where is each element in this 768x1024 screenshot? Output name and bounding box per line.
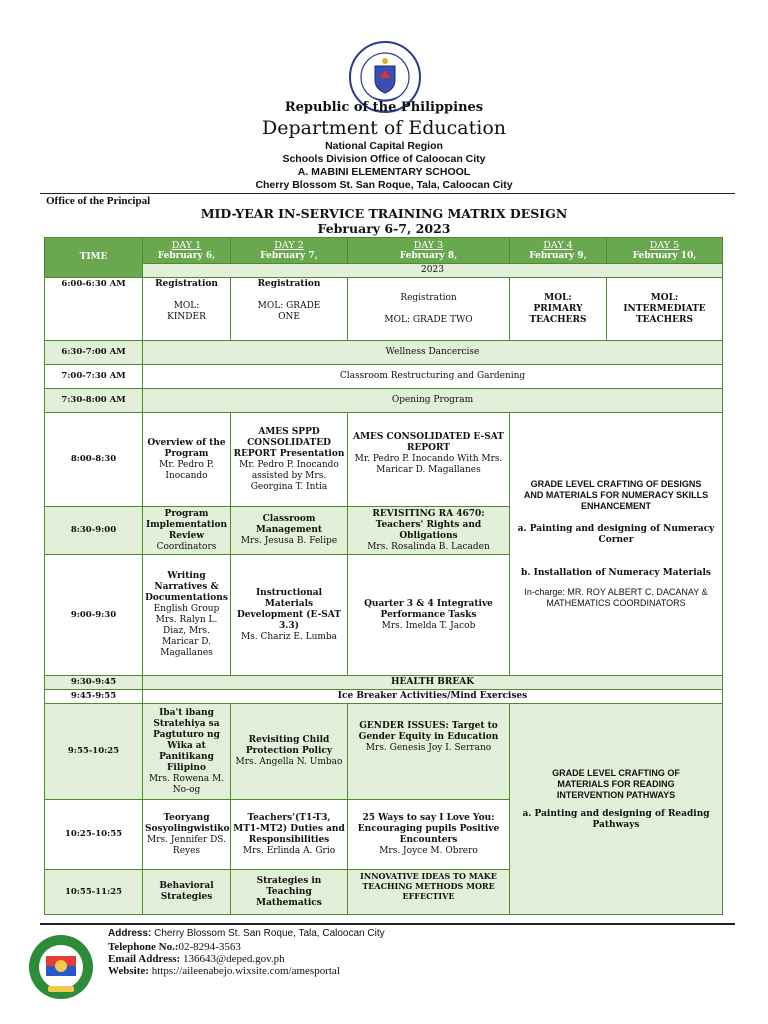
day3-cell: Registration MOL: GRADE TWO [348,278,510,341]
day5-cell: MOL: INTERMEDIATE TEACHERS [607,278,723,341]
time-header: TIME [45,238,143,278]
time-cell: 7:00-7:30 AM [45,365,143,389]
time-cell: 10:25-10:55 [45,800,143,870]
day1-cell: Behavioral Strategies [143,870,231,915]
time-cell: 9:30-9:45 [45,676,143,690]
day2-cell: AMES SPPD CONSOLIDATED REPORT Presentation Mr. Pedro P. Inocando assisted by Mrs. Georgina T. Intia [231,413,348,507]
school-logo [28,934,94,1000]
republic-heading: Republic of the Philippines [284,100,484,115]
day1-header: DAY 1 February 6, [143,238,231,264]
day2-cell: Strategies in Teaching Mathematics [231,870,348,915]
day2-cell: Instructional Materials Development (E-SAT 3.3) Ms. Chariz E. Lumba [231,555,348,676]
day4-cell: MOL: PRIMARY TEACHERS [510,278,607,341]
day2-cell: Revisiting Child Protection Policy Mrs. Angella N. Umbao [231,704,348,800]
time-cell: 9:45-9:55 [45,690,143,704]
school-name: A. MABINI ELEMENTARY SCHOOL [297,166,471,178]
numeracy-crafting-cell: GRADE LEVEL CRAFTING OF DESIGNS AND MATERIALS FOR NUMERACY SKILLS ENHANCEMENT a. Painting and designing of Numeracy Corner b. Installation of Numeracy Materials In-charge: MR. ROY ALBERT C. DACANAY & MATHEMATICS COORDINATORS [510,413,723,676]
document-title: MID-YEAR IN-SERVICE TRAINING MATRIX DESIGN [200,206,568,221]
day5-header: DAY 5 February 10, [607,238,723,264]
table-header-row [45,238,723,264]
day2-header: DAY 2 February 7, [231,238,348,264]
region-line: National Capital Region [325,140,443,152]
opening-program-cell: Opening Program [143,389,723,413]
time-cell: 7:30-8:00 AM [45,389,143,413]
table-row [45,676,723,690]
day1-cell: Iba't ibang Stratehiya sa Pagtuturo ng Wika at Panitikang Filipino Mrs. Rowena M. No-og [143,704,231,800]
day3-cell: INNOVATIVE IDEAS TO MAKE TEACHING METHODS MORE EFFECTIVE [348,870,510,915]
classroom-restructuring-cell: Classroom Restructuring and Gardening [143,365,723,389]
time-cell: 9:55-10:25 [45,704,143,800]
health-break-cell: HEALTH BREAK [143,676,723,690]
table-row [45,389,723,413]
reading-crafting-cell: GRADE LEVEL CRAFTING OF MATERIALS FOR READING INTERVENTION PATHWAYS a. Painting and designing of Reading Pathways [510,704,723,915]
day3-cell: Quarter 3 & 4 Integrative Performance Tasks Mrs. Imelda T. Jacob [348,555,510,676]
day3-cell: AMES CONSOLIDATED E-SAT REPORT Mr. Pedro P. Inocando With Mrs. Maricar D. Magallanes [348,413,510,507]
time-cell: 6:30-7:00 AM [45,341,143,365]
footer-divider [40,923,735,925]
header-divider [40,193,735,194]
day2-cell: Registration MOL: GRADE ONE [231,278,348,341]
day4-header: DAY 4 February 9, [510,238,607,264]
day1-cell: Program Implementation Review Coordinators [143,507,231,555]
time-cell: 6:00-6:30 AM [45,278,143,341]
division-line: Schools Division Office of Caloocan City [282,153,486,165]
table-row [45,413,723,507]
table-row [45,278,723,341]
day1-cell: Writing Narratives & Documentations English Group Mrs. Ralyn L. Diaz, Mrs. Maricar D. Magallanes [143,555,231,676]
footer-address: Address: Cherry Blossom St. San Roque, Tala, Caloocan City [108,928,385,939]
day3-cell: REVISITING RA 4670: Teachers' Rights and Obligations Mrs. Rosalinda B. Lacaden [348,507,510,555]
day3-cell: GENDER ISSUES: Target to Gender Equity in Education Mrs. Genesis Joy I. Serrano [348,704,510,800]
ice-breaker-cell: Ice Breaker Activities/Mind Exercises [143,690,723,704]
day3-cell: 25 Ways to say I Love You: Encouraging pupils Positive Encounters Mrs. Joyce M. Obrero [348,800,510,870]
footer-phone: Telephone No.:02-8294-3563 [108,941,241,953]
day3-header: DAY 3 February 8, [348,238,510,264]
time-cell: 9:00-9:30 [45,555,143,676]
table-row [45,341,723,365]
wellness-cell: Wellness Dancercise [143,341,723,365]
time-cell: 8:30-9:00 [45,507,143,555]
table-row [45,365,723,389]
table-row [45,690,723,704]
footer-website[interactable]: Website: https://aileenabejo.wixsite.com/amesportal [108,965,340,977]
day1-cell: Teoryang Sosyolingwistiko Mrs. Jennifer DS. Reyes [143,800,231,870]
day2-cell: Classroom Management Mrs. Jesusa B. Felipe [231,507,348,555]
footer-email: Email Address: 136643@deped.gov.ph [108,953,285,965]
office-label: Office of the Principal [46,195,151,207]
day2-cell: Teachers'(T1-T3, MT1-MT2) Duties and Responsibilities Mrs. Erlinda A. Grio [231,800,348,870]
time-cell: 10:55-11:25 [45,870,143,915]
document-dates: February 6-7, 2023 [317,221,451,236]
day1-cell: Registration MOL: KINDER [143,278,231,341]
training-matrix-table [44,237,723,915]
time-cell: 8:00-8:30 [45,413,143,507]
table-row [45,704,723,800]
department-heading: Department of Education [262,117,506,139]
day1-cell: Overview of the Program Mr. Pedro P. Inocando [143,413,231,507]
year-row: 2023 [143,264,723,278]
school-address-line: Cherry Blossom St. San Roque, Tala, Caloocan City [255,179,513,191]
